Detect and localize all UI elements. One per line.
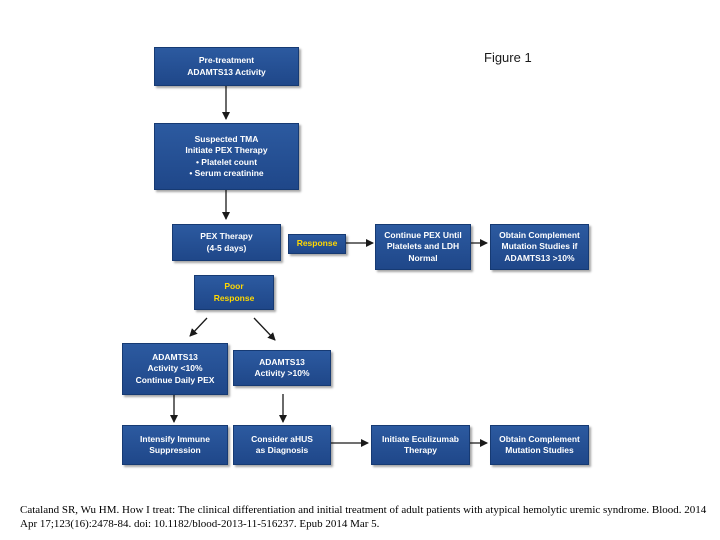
node-text: Continue PEX Until [384,229,462,240]
node-text: Consider aHUS [251,433,313,444]
node-intensify-immune [122,425,228,465]
node-initiate-eculizumab [371,425,470,465]
node-obtain-complement [490,425,589,465]
node-text: Initiate Eculizumab [382,433,459,444]
node-text: PEX Therapy [200,231,253,242]
node-consider-ahus [233,425,331,465]
node-obtain-complement-conditional [490,224,589,270]
node-suspected-tma [154,123,299,190]
node-pex-therapy [172,224,281,261]
node-text: Suppression [149,445,201,455]
node-text: • Serum creatinine [189,167,264,178]
node-text: ADAMTS13 [152,351,198,362]
node-text: Platelets and LDH [386,241,460,252]
node-text: Intensify Immune [140,433,210,444]
node-adamts13-low [122,343,228,395]
node-adamts13-high [233,350,331,386]
node-text: • Platelet count [195,156,258,167]
node-text: Therapy [403,445,438,455]
node-response [288,234,346,254]
arrow-poor-to-low [190,318,207,336]
node-text: Mutation Studies if [501,241,578,252]
arrow-poor-to-high [254,318,275,340]
node-text: Normal [408,252,438,263]
node-text: Activity >10% [254,368,310,378]
node-text: Poor [224,281,244,292]
node-text: Obtain Complement [499,433,580,444]
node-text: Pre-treatment [198,55,255,66]
node-text: ADAMTS13 >10% [504,252,575,263]
node-text: ADAMTS13 [259,356,305,367]
node-text: Response [296,238,338,249]
node-text: Suspected TMA [194,133,259,144]
node-pretreatment [154,47,299,86]
node-text: Obtain Complement [499,229,580,240]
node-text: as Diagnosis [255,445,309,455]
node-text: Activity <10% [147,363,203,374]
node-text: ADAMTS13 Activity [187,66,266,77]
figure-label: Figure 1 [484,50,532,65]
node-text: (4-5 days) [206,242,247,253]
node-text: Initiate PEX Therapy [185,145,268,156]
node-continue-pex [375,224,471,270]
citation-caption: Cataland SR, Wu HM. How I treat: The clinical differentiation and initial treatment of adult patients with atypical hemolytic uremic syndrome. Blood. 2014 Apr 17;123(16):2478-84. doi: 10.1182/blood-2013-11-516237. Epub 2014 Mar 5. [20,504,707,531]
node-text: Continue Daily PEX [135,374,215,385]
node-text: Mutation Studies [505,445,574,455]
node-text: Response [213,292,255,303]
node-poor-response [194,275,274,310]
